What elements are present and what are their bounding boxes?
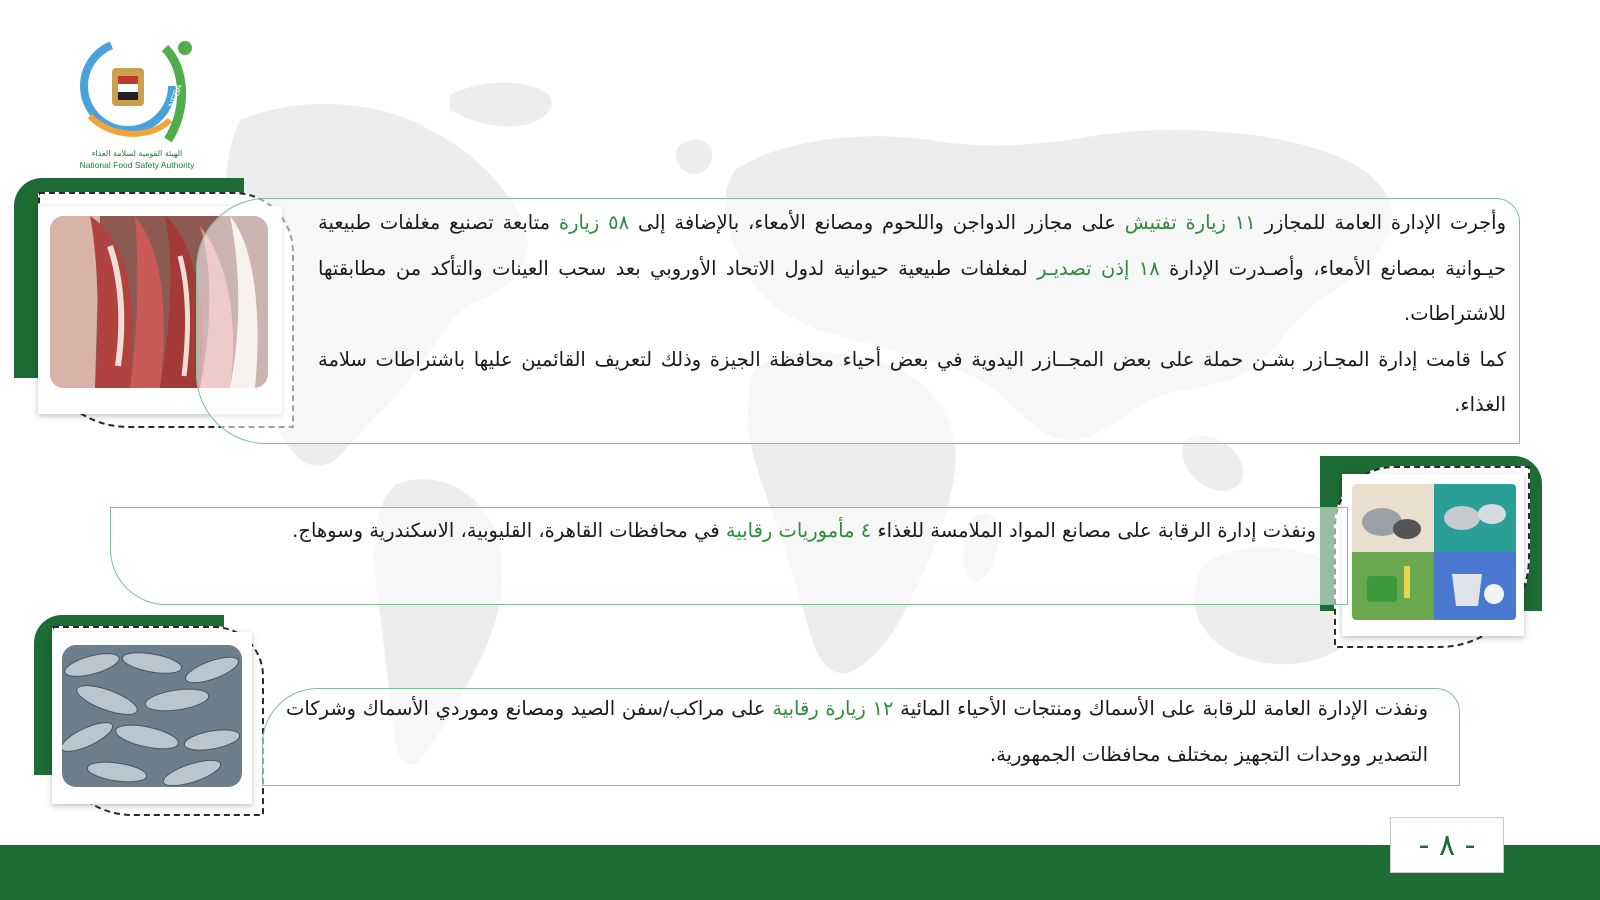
page-number: - ٨ - <box>1390 817 1504 873</box>
section3-paragraph <box>286 686 1428 777</box>
fish-catch-photo <box>62 645 242 787</box>
section2-paragraph <box>120 508 1316 554</box>
section3-text <box>286 686 1428 777</box>
section1-text <box>318 200 1506 428</box>
text-run: في محافظات القاهرة، القليوبية، الاسكندرية وسوهاج. <box>292 519 726 542</box>
text-run: وأجرت الإدارة العامة للمجازر <box>1255 211 1506 234</box>
text-run: على مجازر الدواجن واللحوم ومصانع الأمعاء، بالإضافة إلى <box>629 211 1125 234</box>
text-run: متابعة تصنيع مغلفات طبيعية حيـوانية بمصانع الأمعاء، وأصـدرت الإدارة <box>318 211 1506 280</box>
text-run: ونفذت الإدارة العامة للرقابة على الأسماك ومنتجات الأحياء المائية <box>893 697 1428 720</box>
section1-paragraph-1 <box>318 200 1506 337</box>
footer-bar <box>0 845 1600 900</box>
logo-org-name-ar: الهيئة القومية لسلامة الغذاء <box>91 149 183 158</box>
text-run: لمغلفات طبيعية حيوانية لدول الاتحاد الأوروبي بعد سحب العينات والتأكد من مطابقتها للاشتراطات. <box>318 256 1506 325</box>
section1-paragraph-2: كما قامت إدارة المجـازر بشـن حملة على بعض المجــازر اليدوية في بعض أحياء محافظة الجيزة وذلك لتعريف القائمين عليها باشتراطات سلامة الغذاء. <box>318 347 1506 416</box>
text-run: على مراكب/سفن الصيد ومصانع وموردي الأسماك وشركات التصدير ووحدات التجهيز بمختلف محافظات الجمهورية. <box>286 697 1428 766</box>
text-run: ونفذت إدارة الرقابة على مصانع المواد الملامسة للغذاء <box>871 519 1316 542</box>
highlight-inspection-visits: ١٢ زيارة رقابية <box>772 697 894 720</box>
logo-ring-label: NFSA <box>166 82 185 109</box>
highlight-export-permits: ١٨ إذن تصديـر <box>1037 256 1160 280</box>
highlight-followup-visits: ٥٨ زيارة <box>558 211 630 234</box>
section2-text <box>120 508 1316 554</box>
highlight-inspection-missions: ٤ مأموريات رقابية <box>725 519 872 542</box>
logo-org-name-en: National Food Safety Authority <box>79 160 195 170</box>
kitchenware-collage-photo <box>1352 484 1516 620</box>
highlight-inspection-visits: ١١ زيارة تفتيش <box>1124 211 1256 234</box>
